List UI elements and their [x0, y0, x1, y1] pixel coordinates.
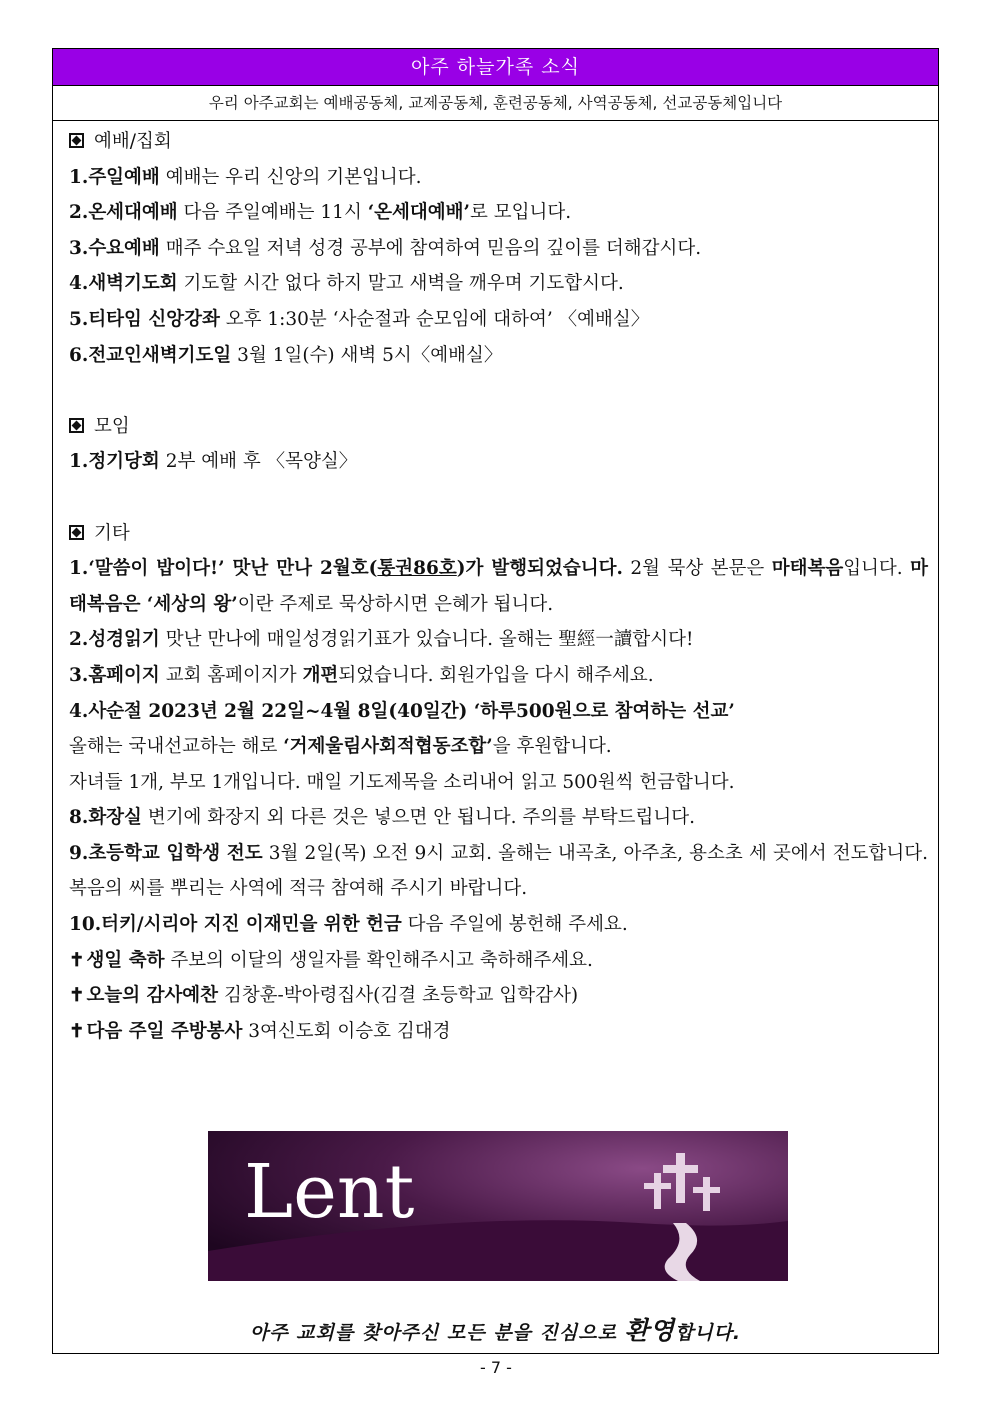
item-text: 자녀들 1개, 부모 1개입니다. 매일 기도제목을 소리내어 읽고 500원씩 헌금합니다.: [69, 771, 735, 793]
item-text: 3월 1일(수) 새벽 5시〈예배실〉: [231, 344, 503, 366]
item-label: 2.온세대예배: [69, 202, 178, 224]
bulletin-frame: [52, 48, 939, 1354]
item-emphasis: ‘온세대예배’: [367, 202, 470, 224]
item-label: 6.전교인새벽기도일: [69, 344, 232, 366]
lent-banner-graphic: [208, 1131, 788, 1281]
item-emphasis: 마태복음은 ‘세상의 왕’: [69, 558, 928, 615]
item-label: 생일 축하: [86, 949, 165, 971]
section-heading-worship: [69, 124, 928, 160]
list-item: [69, 160, 928, 196]
section-heading-label: 모임: [94, 415, 130, 437]
item-text: 이란 주제로 묵상하시면 은혜가 됩니다.: [237, 593, 554, 615]
item-label: 4.새벽기도회: [69, 273, 178, 295]
list-item: [69, 231, 928, 267]
item-text: 예배는 우리 신앙의 기본입니다.: [159, 166, 422, 188]
diamond-icon: [69, 133, 84, 148]
spacer: [69, 373, 928, 409]
item-label: 4.사순절 2023년 2월 22일~4월 8일(40일간) ‘하루500원으로 참여하는 선교’: [69, 700, 735, 722]
item-emphasis: 개편: [302, 664, 339, 686]
welcome-message: [53, 1311, 938, 1347]
lent-banner-image: [208, 1131, 788, 1281]
cross-icon: ✝: [69, 985, 85, 1007]
note-item: [69, 1014, 928, 1050]
list-item: [69, 195, 928, 231]
item-text: 2월 묵상 본문은: [622, 558, 772, 580]
issue-number: 통권86호: [377, 558, 457, 580]
cross-icon: ✝: [69, 1020, 85, 1042]
list-item: [69, 338, 928, 374]
item-label: 9.초등학교 입학생 전도: [69, 842, 263, 864]
item-label: 3.홈페이지: [69, 664, 160, 686]
list-item: [69, 622, 928, 658]
section-heading-meeting: [69, 409, 928, 445]
item-label: 1.‘말씀이 밥이다!’ 맛난 만나 2월호(: [69, 558, 378, 580]
list-item: [69, 551, 928, 622]
item-label: 1.주일예배: [69, 166, 160, 188]
welcome-text: 아주 교회를 찾아주신 모든 분을 진심으로: [249, 1322, 625, 1344]
item-text: 입니다.: [843, 558, 911, 580]
item-text: 로 모입니다.: [469, 202, 572, 224]
item-text: 2부 예배 후 〈목양실〉: [159, 451, 358, 473]
item-label: )가 발행되었습니다.: [456, 558, 623, 580]
item-text: 되었습니다. 회원가입을 다시 해주세요.: [338, 664, 654, 686]
item-text: 3월 2일(목) 오전 9시 교회. 올해는 내곡초, 아주초, 용소초 세 곳에서 전도합니다. 복음의 씨를 뿌리는 사역에 적극 참여해 주시기 바랍니다.: [69, 842, 928, 900]
list-item: [69, 302, 928, 338]
list-item: [69, 444, 928, 480]
bulletin-content: [53, 121, 938, 1049]
item-text: 주보의 이달의 생일자를 확인해주시고 축하해주세요.: [164, 949, 593, 971]
section-heading-label: 예배/집회: [94, 131, 172, 152]
item-label: 오늘의 감사예찬: [86, 985, 219, 1007]
item-label: 8.화장실: [69, 807, 142, 829]
item-emphasis: ‘거제울림사회적협동조합’: [283, 736, 493, 758]
item-label: 2.성경읽기: [69, 629, 160, 651]
list-item: [69, 907, 928, 943]
item-text: 을 후원합니다.: [492, 736, 612, 758]
diamond-icon: [69, 418, 84, 433]
item-label: 1.정기당회: [69, 451, 160, 473]
item-label: 다음 주일 주방봉사: [86, 1020, 243, 1042]
item-text: 교회 홈페이지가: [159, 664, 303, 686]
page-number: - 7 -: [480, 1358, 512, 1377]
item-text: 3여신도회 이승호 김대경: [242, 1020, 451, 1042]
item-text: 다음 주일예배는 11시: [177, 202, 368, 224]
list-item-continuation: [69, 765, 928, 801]
list-item: [69, 800, 928, 836]
item-text: 올해는 국내선교하는 해로: [69, 736, 284, 758]
list-item: [69, 266, 928, 302]
list-item-continuation: [69, 729, 928, 765]
item-text: 변기에 화장지 외 다른 것은 넣으면 안 됩니다. 주의를 부탁드립니다.: [141, 807, 696, 829]
page-subtitle: 우리 아주교회는 예배공동체, 교제공동체, 훈련공동체, 사역공동체, 선교공동체입니다: [53, 86, 938, 121]
item-label: 10.터키/시리아 지진 이재민을 위한 헌금: [69, 914, 402, 936]
item-text: 다음 주일에 봉헌해 주세요.: [401, 914, 628, 936]
item-label: 5.티타임 신앙강좌: [69, 308, 220, 330]
banner-word: Lent: [244, 1149, 415, 1235]
diamond-icon: [69, 525, 84, 540]
page-title: 아주 하늘가족 소식: [53, 49, 938, 86]
item-label: 3.수요예배: [69, 237, 160, 259]
item-text: 김창훈-박아령집사(김결 초등학교 입학감사): [218, 985, 579, 1007]
section-heading-etc: [69, 516, 928, 552]
item-text: 맛난 만나에 매일성경읽기표가 있습니다. 올해는 聖經一讀합시다!: [159, 629, 694, 651]
note-item: [69, 943, 928, 979]
cross-icon: ✝: [69, 949, 85, 971]
note-item: [69, 978, 928, 1014]
item-text: 오후 1:30분 ‘사순절과 순모임에 대하여’ 〈예배실〉: [219, 308, 650, 330]
welcome-emphasis: 환영: [624, 1316, 675, 1345]
item-text: 매주 수요일 저녁 성경 공부에 참여하여 믿음의 깊이를 더해갑시다.: [159, 237, 702, 259]
list-item: [69, 658, 928, 694]
section-heading-label: 기타: [94, 522, 130, 544]
welcome-text: 합니다.: [674, 1322, 742, 1344]
list-item: [69, 694, 928, 730]
item-emphasis: 마태복음: [771, 558, 844, 580]
spacer: [69, 480, 928, 516]
item-text: 기도할 시간 없다 하지 말고 새벽을 깨우며 기도합시다.: [177, 273, 624, 295]
list-item: [69, 836, 928, 907]
